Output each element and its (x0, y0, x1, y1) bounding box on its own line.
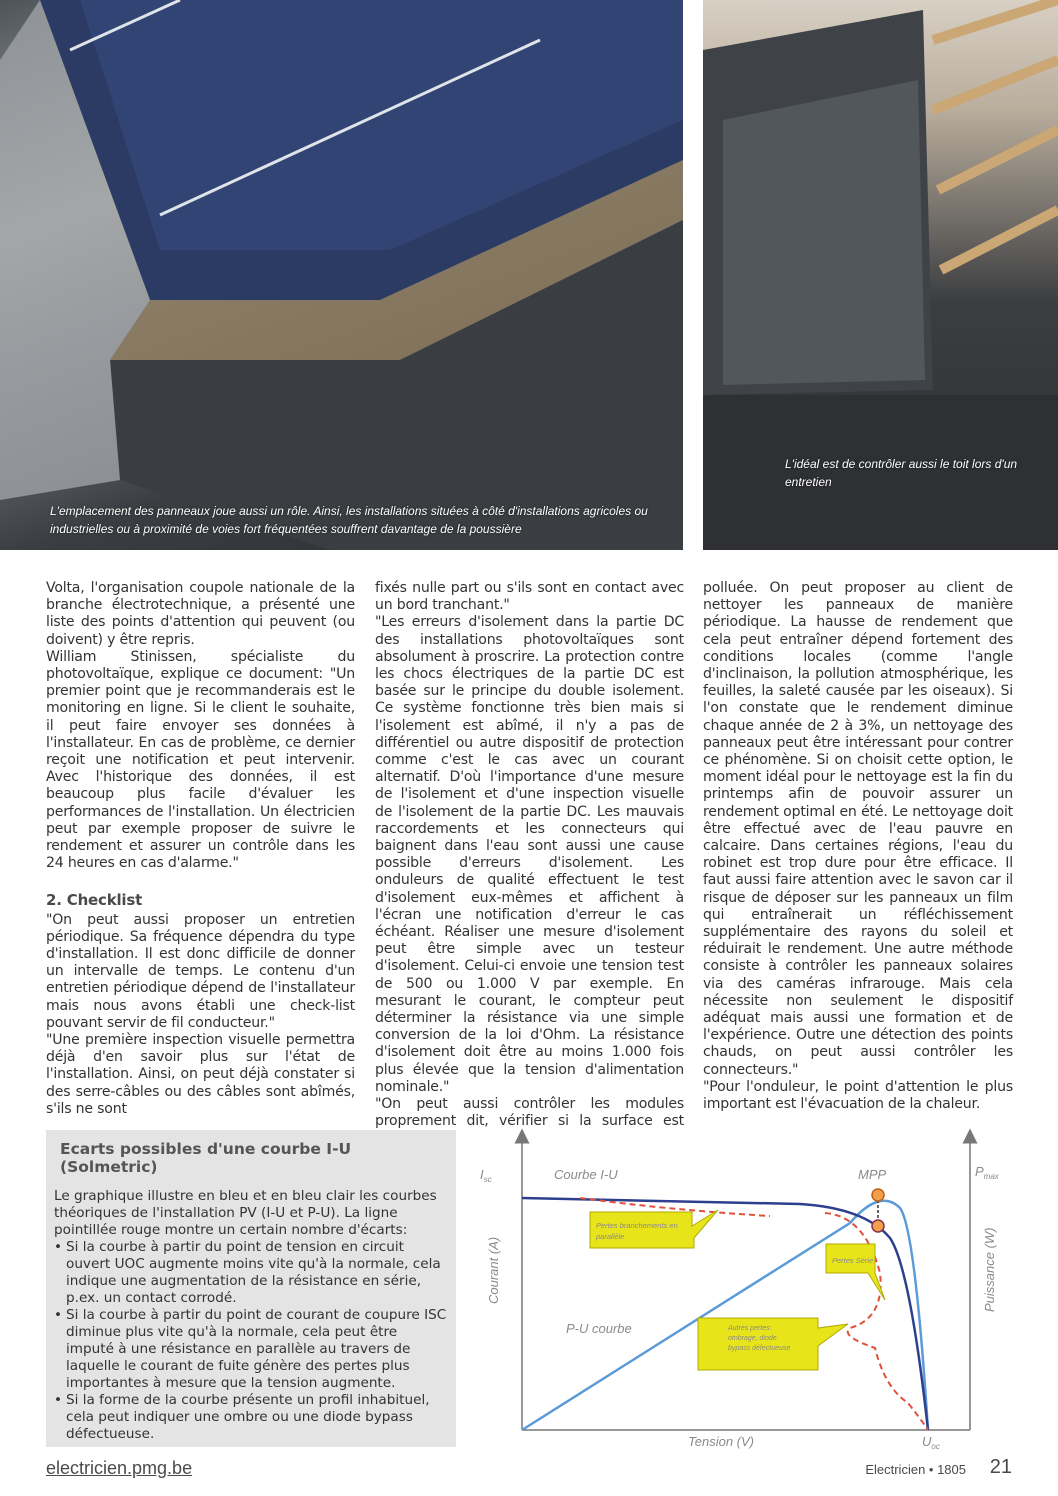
y-axis-right-label: Puissance (W) (982, 1227, 997, 1312)
photo-dusty-panel (0, 0, 683, 550)
note-text: Autres pertes: (728, 1325, 772, 1332)
note-parallel (590, 1210, 718, 1248)
photo-left-caption: L'emplacement des panneaux joue aussi un rôle. Ainsi, les installations situées à côté d'installations agricoles ou industrielles ou à proximité de voies fort fréquentées souffrent davantage de la poussière (50, 504, 648, 536)
note-text: parallèle (596, 1232, 625, 1241)
paragraph: William Stinissen, spécialiste du photovoltaïque, explique ce document: "Un premier point que je recommanderais est le monitoring en ligne. Si le client le souhaite, il peut faire envoyer ses données à l'installateur. En cas de problème, ce dernier reçoit une notification et peut intervenir. Avec l'historique des données, il est beaucoup plus facile d'évaluer les performances de l'installation. Un électricien peut par exemple proposer de suivre le rendement et assurer un contrôle dans les 24 heures en cas d'alarme." (46, 648, 355, 872)
paragraph: "Une première inspection visuelle permettra déjà d'en savoir plus sur l'état de l'installation. Ainsi, on peut déjà constater si des serre-câbles ou des câbles sont abîmés, s'ils ne sont (46, 1032, 355, 1117)
iu-curve-label: Courbe I-U (554, 1167, 618, 1182)
paragraph: fixés nulle part ou s'ils sont en contact avec un bord tranchant." (375, 580, 684, 614)
pu-curve (522, 1201, 928, 1430)
paragraph: polluée. On peut proposer au client de nettoyer les panneaux de manière périodique. La hausse de rendement que cela peut entraîner dépend fortement des conditions locales (comme l'angle d'inclinaison, la pollution atmosphérique, les feuilles, la saleté causée par les oiseaux). Si l'on constate que le rendement diminue chaque année de 2 à 3%, un nettoyage des panneaux peut être intéressant pour contrer ce phénomène. Si on choisit cette option, le moment idéal pour le nettoyage est la fin du printemps afin de pouvoir assurer un rendement optimal en été. Le nettoyage doit être effectué avec de l'eau pauvre en calcaire. Dans certaines régions, l'eau du robinet est trop dure pour être efficace. Il faut aussi faire attention avec le savon car il risque de déposer sur les panneaux un film qui entraînerait un réfléchissement supplémentaire des rayons du soleil et réduirait le rendement. Une autre méthode consiste à contrôler les panneaux solaires via des caméras infrarouge. Mais cela nécessite non seulement le dispositif adéquat mais aussi une formation et de l'expérience. Outre une détection des points chauds, on peut aussi contrôler les connecteurs." (703, 580, 1013, 1078)
isc-label: $I_{sc}$ (480, 1167, 492, 1184)
x-axis-label: Tension (V) (688, 1434, 754, 1449)
footer-magazine: Electricien • 1805 (865, 1462, 966, 1477)
list-item: • Si la courbe à partir du point de courant de coupure ISC diminue plus vite qu'à la normale, cela peut être imputé à une résistance en parallèle au travers de laquelle le courant de fuite génère des pertes plus importantes à mesure que la tension augmente. (54, 1307, 448, 1392)
paragraph: "On peut aussi proposer un entretien périodique. Sa fréquence dépendra du type d'installation. Il est donc difficile de donner un intervalle de temps. Le contenu d'un entretien périodique dépend de l'installateur mais nous avons établi une check-list pouvant servir de fil conducteur." (46, 911, 355, 1031)
paragraph: "On peut aussi contrôler les modules proprement dit, vérifier si la surface est (375, 1096, 684, 1130)
article-column-2 (375, 580, 684, 1148)
note-text: Pertes Série (832, 1256, 874, 1265)
paragraph: Volta, l'organisation coupole nationale de la branche électrotechnique, a présenté une liste des points d'attention qui peuvent (ou doivent) y être repris. (46, 580, 355, 648)
photo-roof (703, 0, 1058, 550)
section-heading: 2. Checklist (46, 891, 143, 910)
note-other (698, 1318, 848, 1370)
list-item: • Si la courbe à partir du point de tension en circuit ouvert UOC augmente moins vite qu'à la normale, cela indique une augmentation de la résistance en série, p.ex. un contact corrodé. (54, 1239, 448, 1307)
paragraph: "Les erreurs d'isolement dans la partie DC des installations photovoltaïques sont absolument à proscrire. La protection contre les chocs électriques de la partie DC est basée sur le principe du double isolement. Ce système fonctionne très bien mais si l'isolement est abîmé, il n'y a pas de différentiel ou autre dispositif de protection comme c'est le cas avec un courant alternatif. D'où l'importance d'une mesure de l'isolement et d'une inspection visuelle de l'isolement de la partie DC. Les mauvais raccordements et les connecteurs qui baignent dans l'eau sont aussi une cause possible d'erreurs d'isolement. Les onduleurs de qualité effectuent le test d'isolement eux-mêmes et affichent à l'écran une notification d'erreur le cas échéant. Réaliser une mesure d'isolement peut être simple avec un testeur d'isolement. Celui-ci envoie une tension test de 500 ou 1.000 V par exemple. En mesurant le courant, le compteur peut déterminer la résistance via une simple conversion de la loi d'Ohm. La résistance d'isolement doit être au moins 1.000 fois plus élevée que la tension d'alimentation nominale." (375, 614, 684, 1095)
note-series (826, 1244, 885, 1300)
sidebar-intro: Le graphique illustre en bleu et en bleu clair les courbes théoriques de l'installation PV (I-U et P-U). La ligne pointillée rouge montre un certain nombre d'écarts: (54, 1188, 437, 1238)
mpp-deviation-marker (872, 1220, 884, 1232)
uoc-label: $U_{oc}$ (922, 1434, 940, 1451)
iu-curve (522, 1198, 928, 1430)
article-column-3 (703, 580, 1013, 1113)
pu-curve-label: P-U courbe (566, 1321, 632, 1336)
mpp-label: MPP (858, 1167, 887, 1182)
note-text: bypass défectueuse (728, 1345, 791, 1352)
pmax-label: $P_{max}$ (975, 1164, 999, 1181)
mpp-marker (872, 1189, 884, 1201)
note-text: ombrage, diode (728, 1335, 777, 1342)
paragraph: "Pour l'onduleur, le point d'attention le plus important est l'évacuation de la chaleur. (703, 1078, 1013, 1113)
page-number: 21 (989, 1456, 1012, 1478)
sidebar-title: Ecarts possibles d'une courbe I-U (Solmetric) (60, 1140, 352, 1176)
sidebar-box (46, 1130, 456, 1447)
article-column-1 (46, 580, 355, 1118)
note-text: Pertes branchements en (596, 1221, 678, 1230)
sidebar-list (54, 1239, 448, 1443)
iu-curve-diagram (470, 1128, 1058, 1456)
list-item: • Si la forme de la courbe présente un profil inhabituel, cela peut indiquer une ombre ou une diode bypass défectueuse. (54, 1392, 448, 1443)
photo-right-caption: L'idéal est de contrôler aussi le toit lors d'un entretien (785, 457, 1018, 489)
y-axis-left-label: Courant (A) (486, 1236, 501, 1304)
footer-website-link[interactable]: electricien.pmg.be (46, 1458, 193, 1478)
